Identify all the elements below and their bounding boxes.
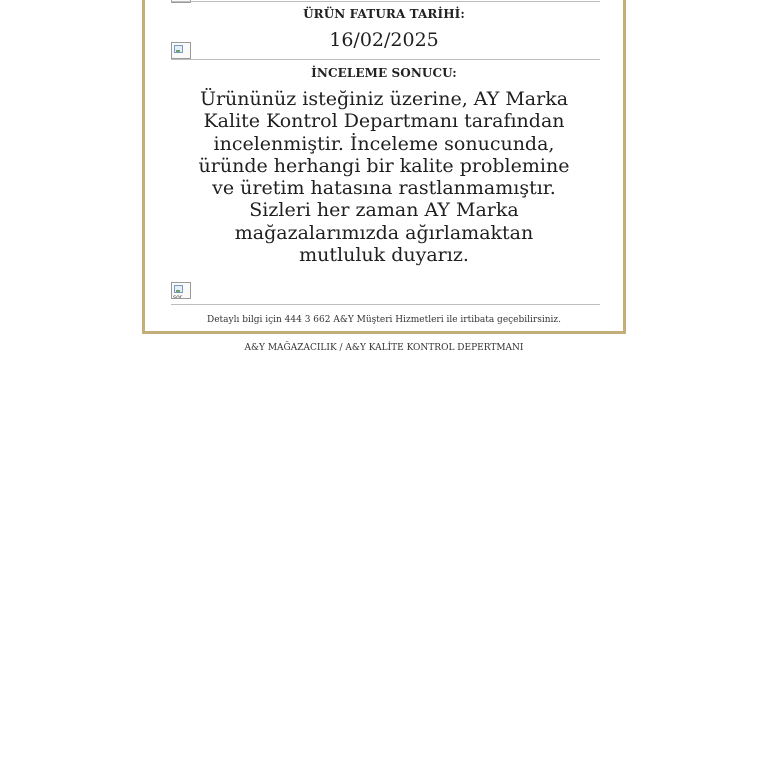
- footer-text: A&Y MAĞAZACILIK / A&Y KALİTE KONTROL DEPERTMANI: [244, 343, 524, 353]
- contact-note: Detaylı bilgi için 444 3 662 A&Y Müşteri Hizmetleri ile irtibata geçebilirsiniz.: [206, 315, 561, 325]
- divider: [171, 304, 600, 305]
- divider: [171, 59, 600, 60]
- image-placeholder-icon: [174, 285, 183, 293]
- image-alt-text: sor: [173, 294, 183, 299]
- broken-image-icon: [171, 42, 191, 59]
- broken-image-icon: [171, 282, 191, 299]
- invoice-date-label: ÜRÜN FATURA TARİHİ:: [303, 7, 465, 21]
- divider: [171, 1, 600, 2]
- inspection-result-label: İNCELEME SONUCU:: [311, 66, 457, 80]
- image-placeholder-icon: [174, 45, 183, 53]
- inspection-result-text: Ürününüz isteğiniz üzerine, AY Marka Kalite Kontrol Departmanı tarafından incelenmiştir. İnceleme sonucunda, üründe herhangi bir kalite problemine ve üretim hatasına rastlanmamıştır. Sizleri her zaman AY Marka mağazalarımızda ağırlamaktan mutluluk duyarız.: [198, 88, 570, 267]
- inspection-card: [142, 0, 626, 334]
- invoice-date-value: 16/02/2025: [329, 29, 439, 51]
